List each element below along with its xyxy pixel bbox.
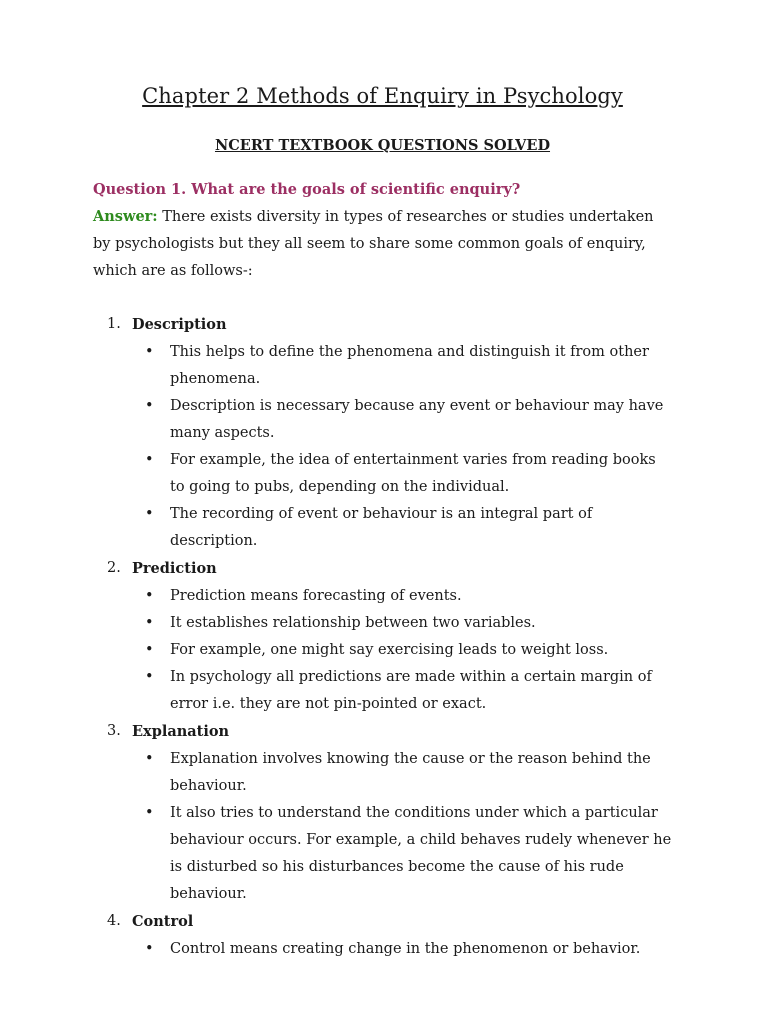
point-text: The recording of event or behaviour is an integral part of description. (170, 506, 593, 549)
goal-title: Control (132, 913, 194, 930)
bullet-icon: • (145, 398, 154, 414)
goal-item-control (93, 908, 672, 963)
bullet-icon: • (145, 615, 154, 631)
goal-item-description (93, 311, 672, 555)
point-text: Control means creating change in the phenomenon or behavior. (170, 941, 641, 957)
bullet-icon: • (145, 506, 154, 522)
answer-text: There exists diversity in types of researches or studies undertaken by psychologists but they all seem to share some common goals of enquiry, which are as follows-: (93, 209, 654, 279)
goal-number: 1. (107, 316, 121, 332)
answer-label: Answer: (93, 208, 158, 225)
bullet-icon: • (145, 669, 154, 685)
list-item (132, 447, 672, 501)
goal-points (132, 746, 672, 908)
list-item (132, 936, 672, 963)
goal-title: Explanation (132, 723, 230, 740)
list-item (132, 610, 672, 637)
point-text: For example, the idea of entertainment varies from reading books to going to pubs, depending on the individual. (170, 452, 656, 495)
goal-title: Description (132, 316, 227, 333)
page-title: Chapter 2 Methods of Enquiry in Psychology (142, 84, 623, 108)
question-heading: Question 1. What are the goals of scientific enquiry? (93, 181, 521, 198)
goal-number: 2. (107, 560, 121, 576)
goal-points (132, 339, 672, 555)
list-item (132, 583, 672, 610)
bullet-icon: • (145, 751, 154, 767)
bullet-icon: • (145, 588, 154, 604)
goal-item-prediction (93, 555, 672, 718)
list-item (132, 664, 672, 718)
goal-item-explanation (93, 718, 672, 908)
bullet-icon: • (145, 452, 154, 468)
point-text: Description is necessary because any event or behaviour may have many aspects. (170, 398, 664, 441)
list-item (132, 339, 672, 393)
list-item (132, 393, 672, 447)
bullet-icon: • (145, 805, 154, 821)
point-text: Explanation involves knowing the cause or the reason behind the behaviour. (170, 751, 651, 794)
list-item (132, 501, 672, 555)
answer-paragraph (93, 203, 672, 285)
point-text: For example, one might say exercising leads to weight loss. (170, 642, 609, 658)
bullet-icon: • (145, 642, 154, 658)
point-text: Prediction means forecasting of events. (170, 588, 462, 604)
bullet-icon: • (145, 941, 154, 957)
goal-number: 3. (107, 723, 121, 739)
point-text: It establishes relationship between two variables. (170, 615, 536, 631)
goal-title: Prediction (132, 560, 217, 577)
point-text: It also tries to understand the conditions under which a particular behaviour occurs. For example, a child behaves rudely whenever he is disturbed so his disturbances become the cause of his rude behaviour. (170, 805, 672, 902)
list-item (132, 637, 672, 664)
section-subtitle: NCERT TEXTBOOK QUESTIONS SOLVED (214, 137, 551, 154)
goals-list (93, 311, 672, 963)
goal-number: 4. (107, 913, 121, 929)
list-item (132, 800, 672, 908)
list-item (132, 746, 672, 800)
bullet-icon: • (145, 344, 154, 360)
point-text: In psychology all predictions are made within a certain margin of error i.e. they are not pin-pointed or exact. (170, 669, 652, 712)
point-text: This helps to define the phenomena and distinguish it from other phenomena. (170, 344, 649, 387)
goal-points (132, 583, 672, 718)
goal-points (132, 936, 672, 963)
